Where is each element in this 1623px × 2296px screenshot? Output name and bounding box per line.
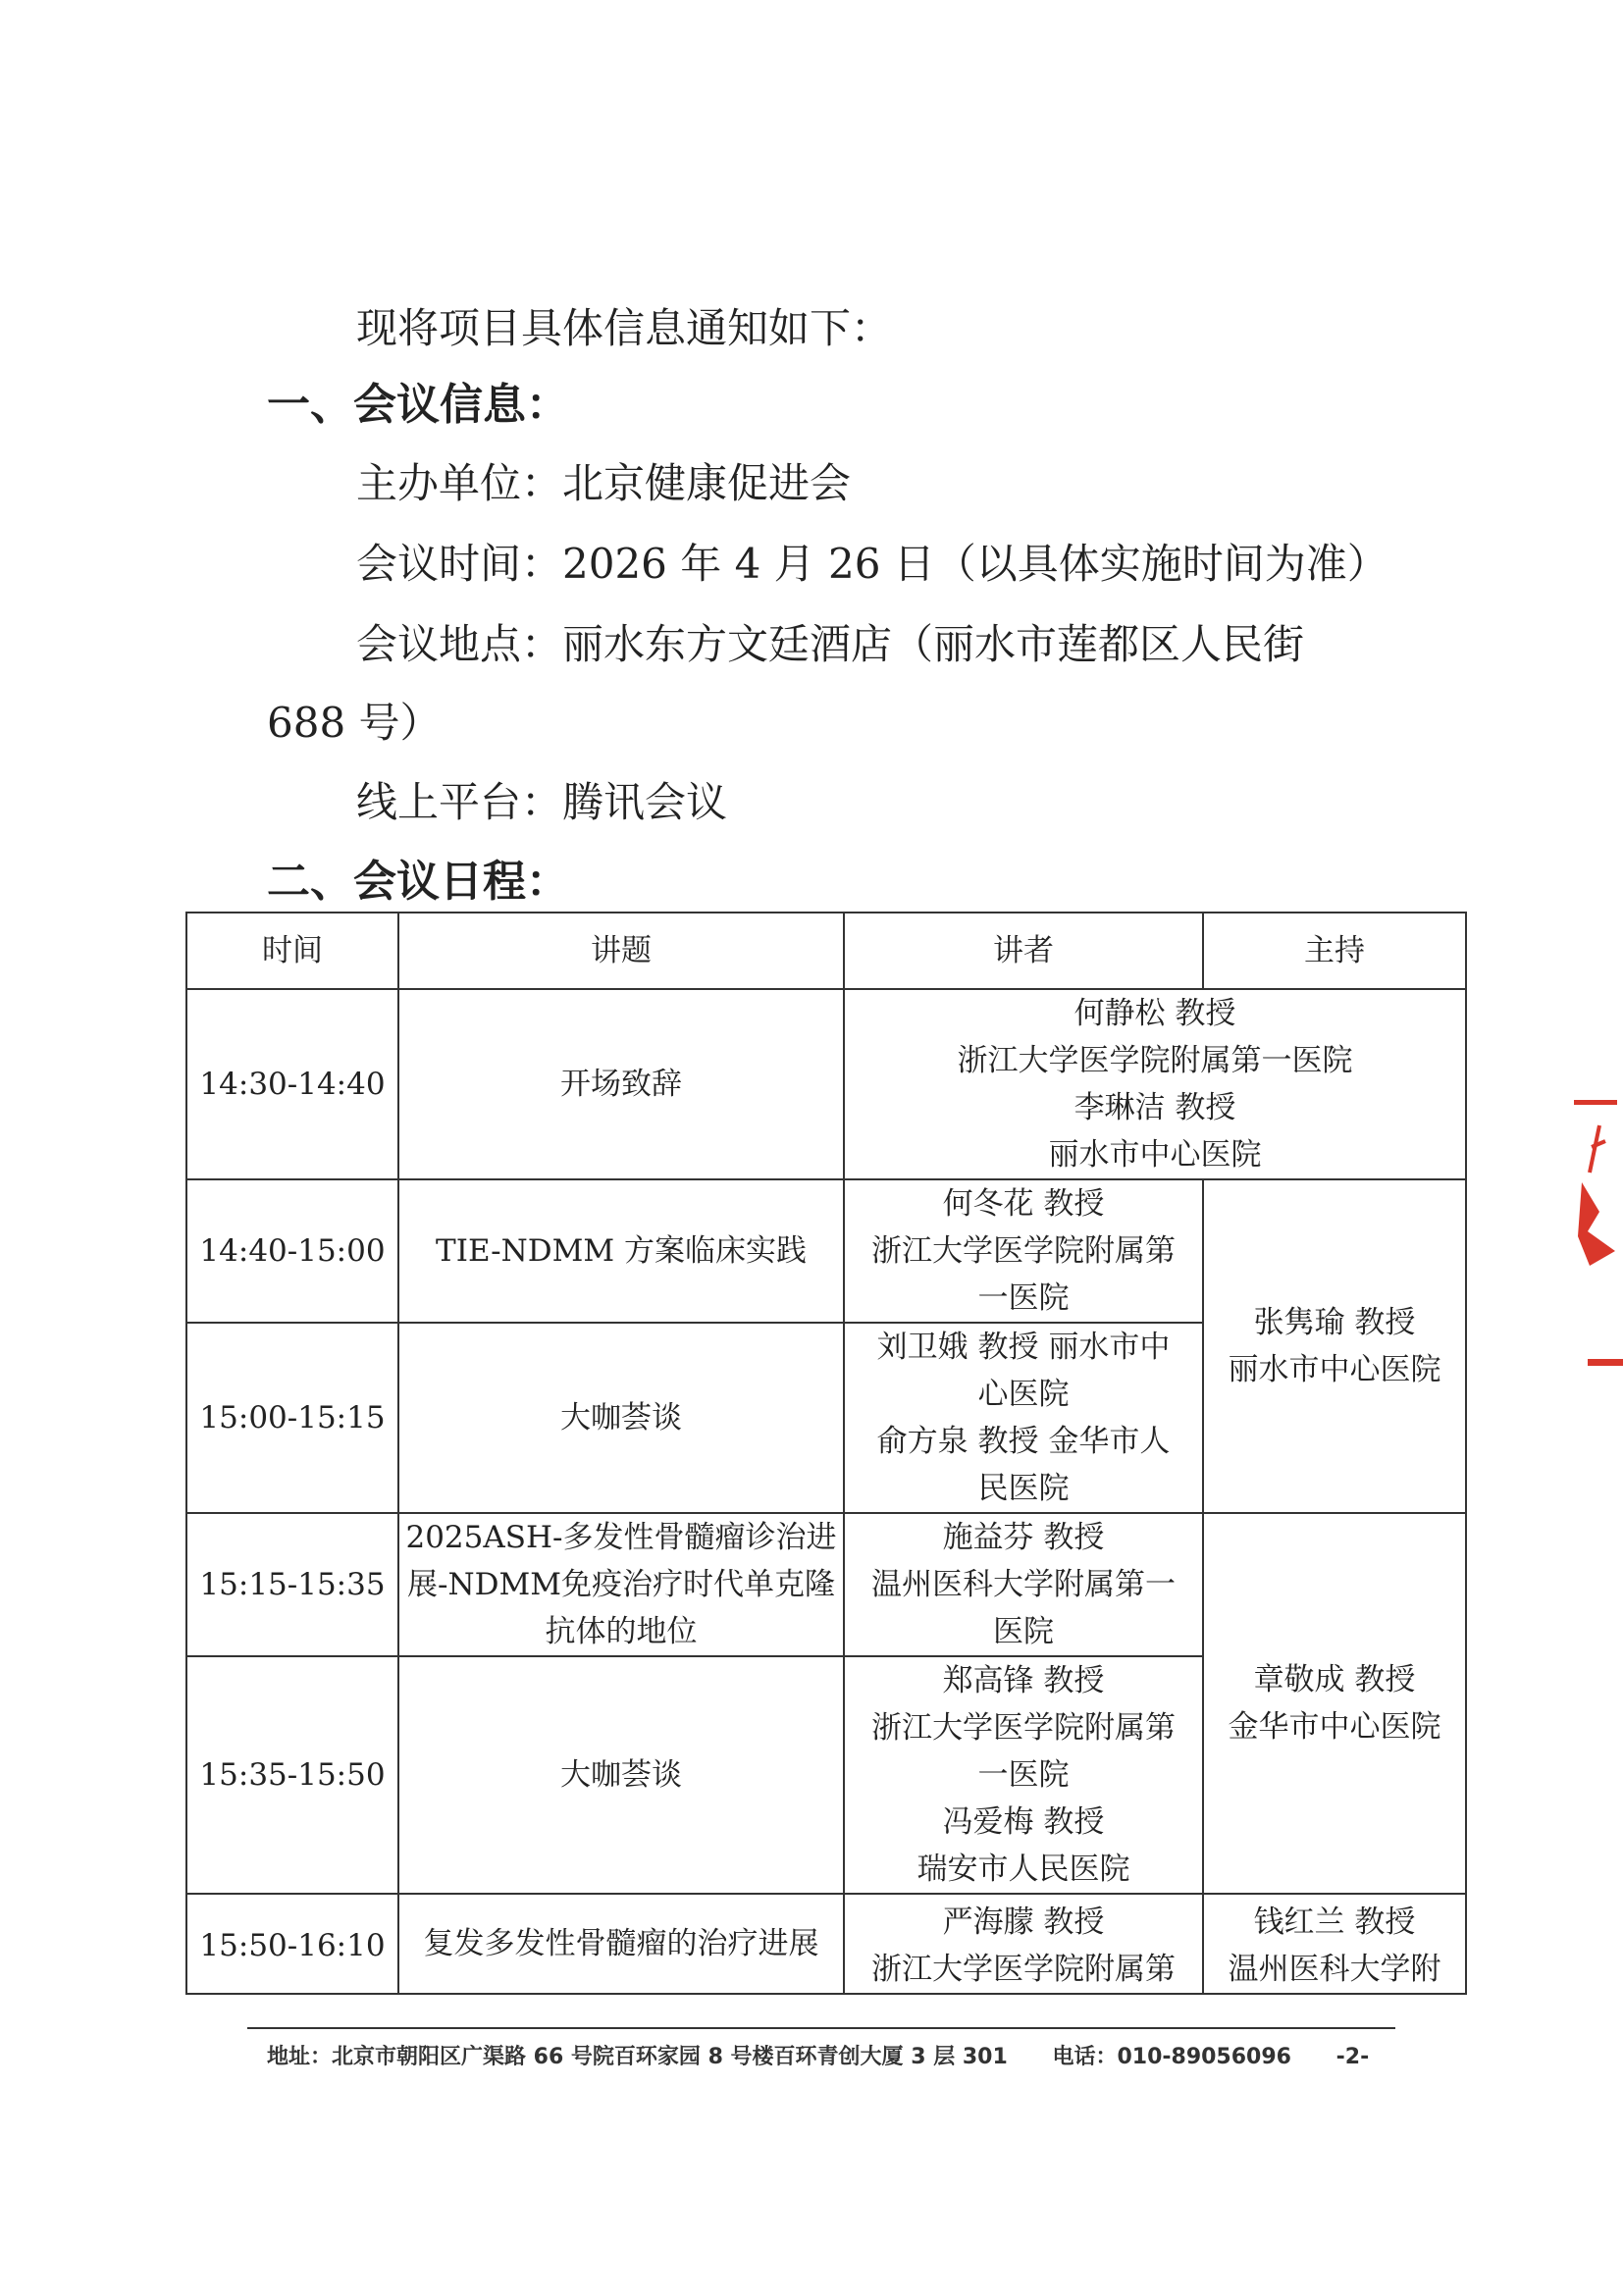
host-line: 温州医科大学附 xyxy=(1228,1952,1441,1987)
host-line: 钱红兰 教授 xyxy=(1253,1905,1416,1940)
table-header-row xyxy=(186,913,1466,989)
cell-host xyxy=(1203,1179,1466,1513)
speaker-line: 刘卫娥 教授 丽水市中 xyxy=(876,1330,1171,1365)
cell-topic xyxy=(398,1179,844,1323)
host-line: 丽水市中心医院 xyxy=(1228,1352,1441,1387)
cell-topic xyxy=(398,989,844,1179)
cell-speaker xyxy=(844,1656,1203,1894)
table-row xyxy=(186,1513,1466,1656)
speaker-line: 严海朦 教授 xyxy=(942,1905,1105,1940)
platform-text: 线上平台：腾讯会议 xyxy=(356,778,728,826)
cell-host xyxy=(1203,1894,1466,1994)
cell-time: 14:30-14:40 xyxy=(186,989,398,1179)
speaker-line: 浙江大学医学院附属第 xyxy=(871,1233,1176,1269)
speaker-line: 浙江大学医学院附属第 xyxy=(871,1710,1176,1746)
speaker-line: 浙江大学医学院附属第一医院 xyxy=(957,1043,1353,1078)
speaker-line: 何冬花 教授 xyxy=(942,1186,1105,1222)
speaker-line: 俞方泉 教授 金华市人 xyxy=(876,1424,1171,1459)
cell-topic xyxy=(398,1513,844,1656)
speaker-line: 温州医科大学附属第一 xyxy=(871,1567,1176,1602)
table-row xyxy=(186,1179,1466,1323)
section1-title: 一、会议信息： xyxy=(267,380,569,430)
speaker-line: 一医院 xyxy=(977,1280,1070,1316)
meeting-time-text: 会议时间：2026 年 4 月 26 日（以具体实施时间为准） xyxy=(356,540,1388,588)
cell-time: 14:40-15:00 xyxy=(186,1179,398,1323)
cell-speaker xyxy=(844,989,1466,1179)
topic-line: 2025ASH-多发性骨髓瘤诊治进 xyxy=(405,1520,837,1555)
footer xyxy=(267,2043,1406,2072)
speaker-line: 民医院 xyxy=(977,1471,1070,1506)
topic-line: 大咖荟谈 xyxy=(560,1400,682,1435)
host-line: 张隽瑜 教授 xyxy=(1253,1305,1416,1340)
topic-line: TIE-NDMM 方案临床实践 xyxy=(436,1233,807,1269)
cell-host xyxy=(1203,1513,1466,1894)
speaker-line: 郑高锋 教授 xyxy=(942,1663,1105,1698)
topic-line: 开场致辞 xyxy=(560,1067,682,1102)
schedule-table xyxy=(185,912,1467,1995)
topic-line: 抗体的地位 xyxy=(545,1614,698,1649)
cell-topic xyxy=(398,1894,844,1994)
table-row xyxy=(186,1894,1466,1994)
cell-time: 15:35-15:50 xyxy=(186,1656,398,1894)
venue-text-line1: 会议地点：丽水东方文廷酒店（丽水市莲都区人民街 xyxy=(356,620,1305,668)
cell-time: 15:15-15:35 xyxy=(186,1513,398,1656)
cell-speaker xyxy=(844,1894,1203,1994)
speaker-line: 何静松 教授 xyxy=(1073,996,1236,1031)
speaker-line: 浙江大学医学院附属第 xyxy=(871,1952,1176,1987)
speaker-line: 一医院 xyxy=(977,1757,1070,1793)
organizer-text: 主办单位：北京健康促进会 xyxy=(356,459,852,507)
cell-time: 15:50-16:10 xyxy=(186,1894,398,1994)
speaker-line: 丽水市中心医院 xyxy=(1048,1137,1262,1173)
header-speaker: 讲者 xyxy=(844,913,1203,989)
venue-text-line2: 688 号） xyxy=(267,699,442,747)
cell-speaker xyxy=(844,1323,1203,1513)
host-line: 章敬成 教授 xyxy=(1253,1662,1416,1697)
header-host: 主持 xyxy=(1203,913,1466,989)
host-line: 金华市中心医院 xyxy=(1228,1709,1441,1745)
cell-time: 15:00-15:15 xyxy=(186,1323,398,1513)
topic-line: 大咖荟谈 xyxy=(560,1757,682,1793)
cell-speaker xyxy=(844,1179,1203,1323)
header-time: 时间 xyxy=(186,913,398,989)
header-topic: 讲题 xyxy=(398,913,844,989)
speaker-line: 心医院 xyxy=(977,1377,1070,1412)
seal-stamp-fragment xyxy=(1570,1065,1623,1388)
speaker-line: 医院 xyxy=(993,1614,1054,1649)
footer-phone: 电话：010-89056096 xyxy=(1052,2045,1291,2069)
footer-divider xyxy=(247,2027,1395,2029)
footer-address: 地址：北京市朝阳区广渠路 66 号院百环家园 8 号楼百环青创大厦 3 层 301 xyxy=(267,2045,1008,2069)
topic-line: 展-NDMM免疫治疗时代单克隆 xyxy=(407,1567,835,1602)
cell-speaker xyxy=(844,1513,1203,1656)
table-row xyxy=(186,989,1466,1179)
page-number: -2- xyxy=(1335,2045,1370,2069)
section2-title: 二、会议日程： xyxy=(267,857,569,907)
speaker-line: 施益芬 教授 xyxy=(942,1520,1105,1555)
speaker-line: 李琳洁 教授 xyxy=(1073,1090,1236,1125)
cell-topic xyxy=(398,1323,844,1513)
intro-text: 现将项目具体信息通知如下： xyxy=(356,304,893,352)
speaker-line: 瑞安市人民医院 xyxy=(916,1852,1130,1887)
cell-topic xyxy=(398,1656,844,1894)
topic-line: 复发多发性骨髓瘤的治疗进展 xyxy=(423,1926,819,1961)
speaker-line: 冯爱梅 教授 xyxy=(942,1804,1105,1840)
